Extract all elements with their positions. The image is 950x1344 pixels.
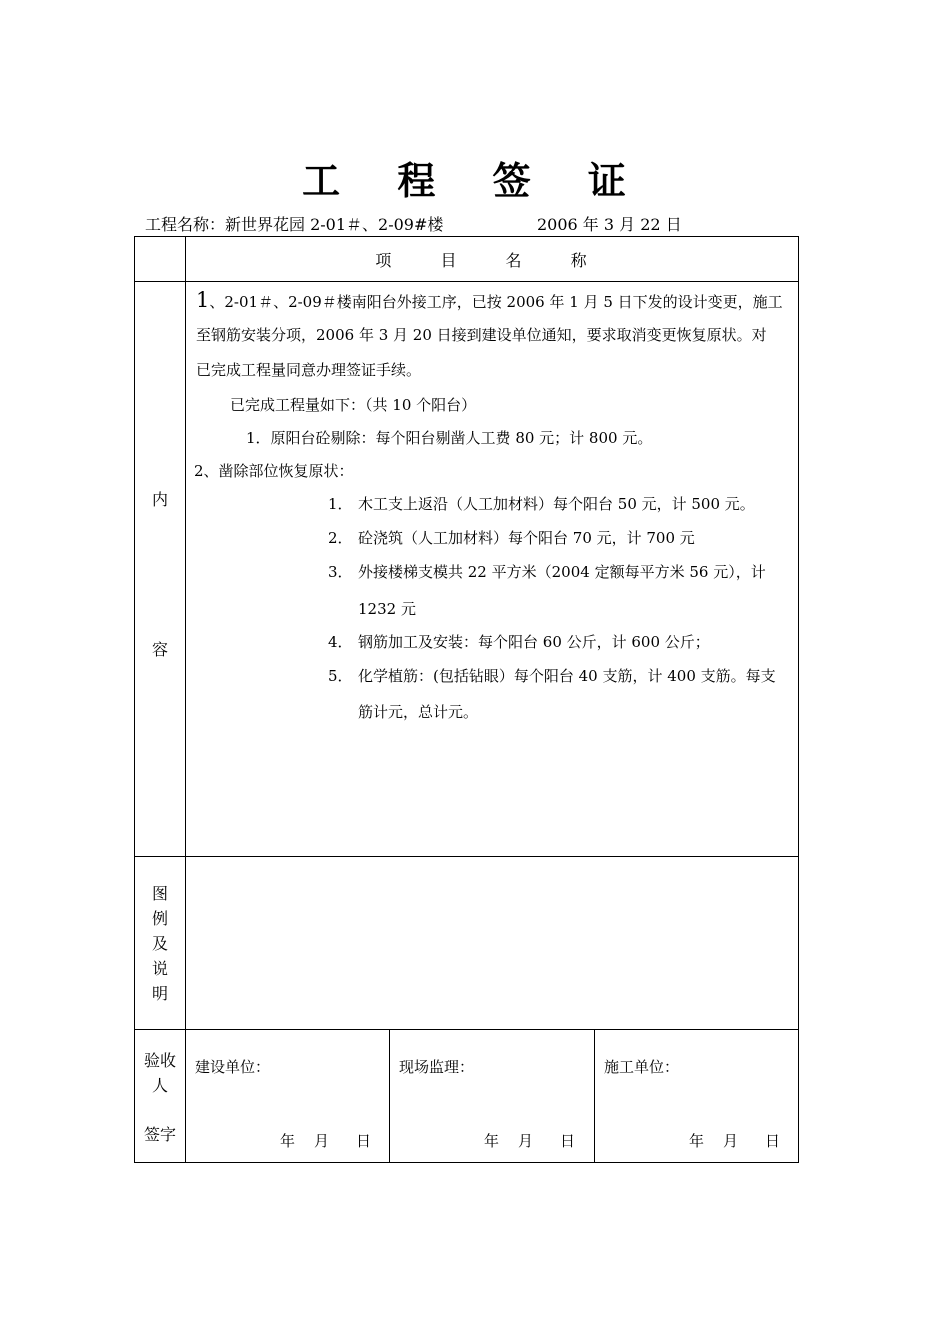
date-year-label: 年 <box>689 1132 705 1150</box>
signer-label: 建设单位： <box>195 1058 271 1076</box>
content-side-char-2: 容 <box>151 640 168 659</box>
sign-side-label <box>135 1030 186 1163</box>
signer-label: 现场监理： <box>399 1058 475 1076</box>
restore-item-number: 3． <box>328 563 353 581</box>
date-month-label: 月 <box>314 1132 330 1150</box>
sign-side-line-1: 验收 <box>143 1051 176 1070</box>
restore-item-text: 化学植筋：(包括钻眼）每个阳台 40 支筋，计 400 支筋。每支 <box>358 667 776 685</box>
signer-construction-unit <box>186 1030 390 1163</box>
legend-side-char: 图 <box>151 883 168 903</box>
legend-side-char: 说 <box>151 958 168 978</box>
done-intro: 已完成工程量如下：（共 10 个阳台） <box>230 396 477 414</box>
paragraph-1-line-1 <box>196 288 783 312</box>
done-item: 1．原阳台砼剔除：每个阳台剔凿人工费 80 元；计 800 元。 <box>246 429 653 447</box>
date-day-label: 日 <box>560 1132 576 1150</box>
paragraph-1-text: 、2-01＃、2-09＃楼南阳台外接工序，已按 2006 年 1 月 5 日下发的设计变更，施工 <box>209 293 783 311</box>
restore-item-text-continued: 1232 元 <box>358 600 416 618</box>
restore-item-number: 5． <box>328 667 353 685</box>
legend-side-char: 明 <box>151 983 168 1003</box>
legend-side-label <box>135 857 186 1030</box>
legend-side-char: 及 <box>151 933 168 953</box>
restore-intro: 2、凿除部位恢复原状： <box>194 462 354 480</box>
header-corner <box>135 237 186 282</box>
content-body <box>186 282 799 857</box>
restore-item-text-continued: 筋计元，总计元。 <box>358 703 479 721</box>
content-row <box>135 282 799 857</box>
legend-body <box>186 857 799 1030</box>
date-year-label: 年 <box>484 1132 500 1150</box>
restore-item-text: 钢筋加工及安装：每个阳台 60 公斤，计 600 公斤； <box>358 633 710 651</box>
signer-label: 施工单位： <box>604 1058 680 1076</box>
sign-side-line-3: 签字 <box>143 1125 176 1144</box>
legend-side-char: 例 <box>151 908 168 928</box>
date-day-label: 日 <box>765 1132 781 1150</box>
restore-item-text: 外接楼梯支模共 22 平方米（2004 定额每平方米 56 元），计 <box>358 563 766 581</box>
signer-contractor <box>595 1030 799 1163</box>
date-day-label: 日 <box>356 1132 372 1150</box>
date-year-label: 年 <box>280 1132 296 1150</box>
restore-item-number: 2． <box>328 529 353 547</box>
paragraph-1-number: 1 <box>196 288 210 312</box>
content-side-char-1: 内 <box>151 490 168 509</box>
project-name: 工程名称：新世界花园 2-01＃、2-09#楼 <box>145 215 444 234</box>
date-month-label: 月 <box>723 1132 739 1150</box>
paragraph-1-line-3: 已完成工程量同意办理签证手续。 <box>196 361 422 379</box>
restore-item-number: 1． <box>328 495 353 513</box>
header-row <box>135 237 799 282</box>
sign-row <box>135 1030 799 1163</box>
document-date: 2006 年 3 月 22 日 <box>537 215 682 234</box>
date-month-label: 月 <box>518 1132 534 1150</box>
sign-side-line-2: 人 <box>151 1076 168 1095</box>
restore-item-text: 砼浇筑（人工加材料）每个阳台 70 元，计 700 元 <box>358 529 695 547</box>
content-side-label <box>135 282 186 857</box>
document-title: 工 程 签 证 <box>302 158 648 203</box>
legend-row <box>135 857 799 1030</box>
paragraph-1-line-2: 至钢筋安装分项，2006 年 3 月 20 日接到建设单位通知，要求取消变更恢复原状。对 <box>196 326 767 344</box>
signer-site-supervisor <box>390 1030 595 1163</box>
restore-item-text: 木工支上返沿（人工加材料）每个阳台 50 元，计 500 元。 <box>358 495 755 513</box>
visa-form-table <box>134 236 799 1163</box>
restore-item-number: 4． <box>328 633 353 651</box>
header-project-item: 项 目 名 称 <box>186 237 799 282</box>
